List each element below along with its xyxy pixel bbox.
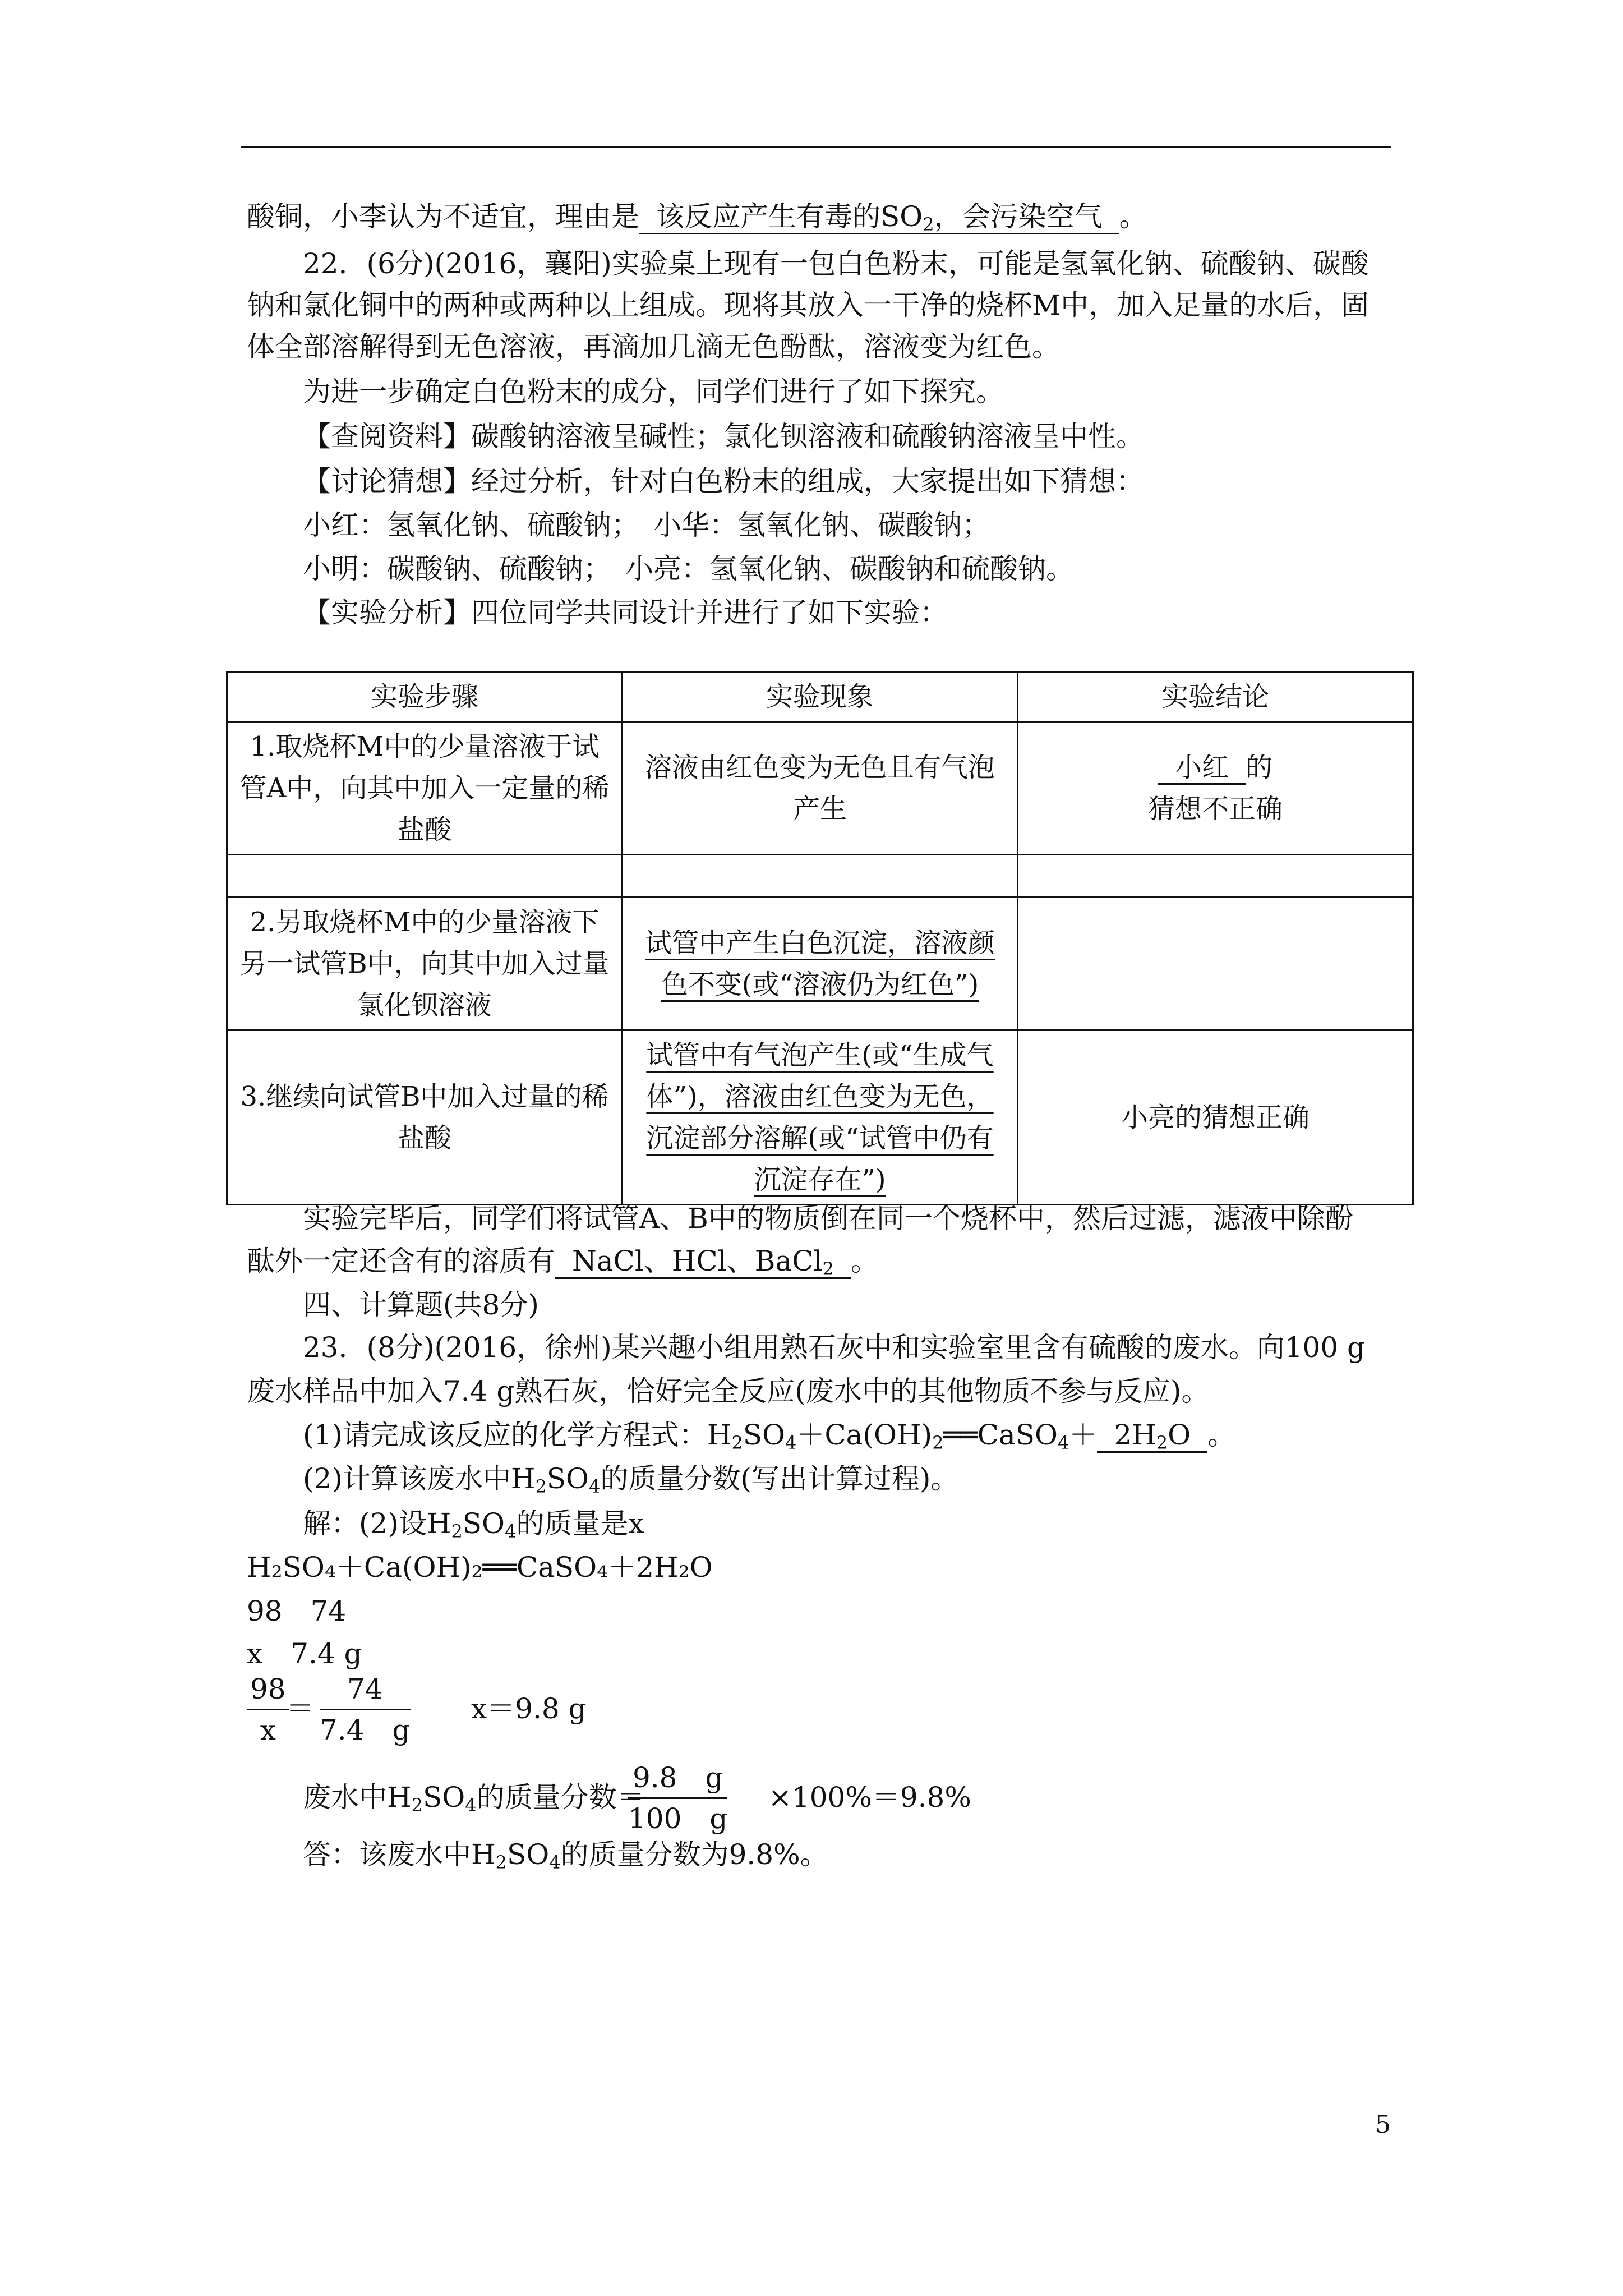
q22-line1: 22．(6分)(2016，襄阳)实验桌上现有一包白色粉末，可能是氢氧化钠、硫酸钠、碳酸 [303, 247, 1369, 280]
q22-line5: 【查阅资料】碳酸钠溶液呈碱性；氯化钡溶液和硫酸钠溶液呈中性。 [303, 420, 1144, 453]
fraction-74-7.4g: $\frac{74}{7.4 g}$ [320, 1669, 411, 1750]
header-phenomenon: 实验现象 [623, 672, 1018, 722]
answer-blank: $2H_2O$ [1097, 1419, 1207, 1453]
answer-blank: 试管中产生白色沉淀，溶液颜色不变(或“溶液仍为红色”) [644, 927, 995, 1000]
mass-fraction-line: 废水中$H_2SO_4$的质量分数＝ [303, 1781, 645, 1816]
table-row [227, 722, 1413, 855]
header-conclusion: 实验结论 [1018, 672, 1413, 722]
answer-blank: 试管中有气泡产生(或“生成气体”)，溶液由红色变为无色，沉淀部分溶解(或“试管中仍有沉淀存在”) [646, 1039, 994, 1195]
solution-molar-mass: 98 74 [247, 1595, 347, 1627]
conclusion-cell: 小亮的猜想正确 [1018, 1030, 1413, 1205]
q22-line8: 小明：碳酸钠、硫酸钠； 小亮：氢氧化钠、碳酸钠和硫酸钠。 [303, 553, 1074, 585]
solution-equation: H₂SO₄＋Ca(OH)₂══CaSO₄＋2H₂O [247, 1551, 713, 1584]
answer-blank: 小红 [1158, 752, 1246, 785]
top-line: 酸铜，小李认为不适宜，理由是 该反应产生有毒的$SO_2$，会污染空气 。 [247, 200, 1147, 235]
after-line1: 实验完毕后，同学们将试管A、B中的物质倒在同一个烧杯中，然后过滤，滤液中除酚 [303, 1202, 1353, 1235]
q22-line6: 【讨论猜想】经过分析，针对白色粉末的组成，大家提出如下猜想： [303, 465, 1144, 498]
table-header-row [227, 672, 1413, 722]
q23-line2: 废水样品中加入7.4 g熟石灰，恰好完全反应(废水中的其他物质不参与反应)。 [247, 1375, 1210, 1407]
q22-line7: 小红：氢氧化钠、硫酸钠； 小华：氢氧化钠、碳酸钠； [303, 509, 990, 541]
step-cell: 2.另取烧杯M中的少量溶液下另一试管B中，向其中加入过量氯化钡溶液 [227, 898, 623, 1030]
conclusion-cell [1018, 898, 1413, 1030]
answer-blank: NaCl、HCl、BaCl$_2$ [555, 1245, 851, 1279]
solution-line1: 解：(2)设$H_2SO_4$的质量是x [303, 1507, 644, 1542]
q23-line4: (2)计算该废水中$H_2SO_4$的质量分数(写出计算过程)。 [303, 1462, 959, 1497]
phenomenon-cell: 溶液由红色变为无色且有气泡产生 [623, 722, 1018, 855]
mass-fraction-result: ×100%＝9.8% [768, 1781, 971, 1814]
step-cell: 3.继续向试管B中加入过量的稀盐酸 [227, 1030, 623, 1205]
q23-line3: (1)请完成该反应的化学方程式：$H_2SO_4+Ca(OH)_2══CaSO_4+ 2H_2O$ 。 [303, 1419, 1236, 1453]
fraction-mass: $\frac{9.8 g}{100 g}$ [628, 1758, 727, 1838]
phenomenon-cell [623, 898, 1018, 1030]
equals-sign: ＝ [286, 1692, 314, 1725]
q22-line2: 钠和氯化铜中的两种或两种以上组成。现将其放入一干净的烧杯M中，加入足量的水后，固 [247, 289, 1370, 321]
table-row [227, 1030, 1413, 1205]
q22-line9: 【实验分析】四位同学共同设计并进行了如下实验： [303, 596, 948, 629]
header-rule [241, 146, 1391, 148]
section-title: 四、计算题(共8分) [303, 1289, 539, 1321]
solution-result: x＝9.8 g [471, 1692, 587, 1725]
fraction-98-x: $\frac{98}{x}$ [247, 1669, 289, 1750]
answer-blank: 该反应产生有毒的$SO_2$，会污染空气 [639, 200, 1119, 234]
phenomenon-cell [623, 1030, 1018, 1205]
after-line2: 酞外一定还含有的溶质有 NaCl、HCl、BaCl$_2$ 。 [247, 1245, 879, 1280]
q22-line3: 体全部溶解得到无色溶液，再滴加几滴无色酚酞，溶液变为红色。 [247, 330, 1060, 363]
answer-line: 答：该废水中$H_2SO_4$的质量分数为9.8%。 [303, 1838, 828, 1873]
conclusion-cell: 小红 的 猜想不正确 [1018, 722, 1413, 855]
q23-line1: 23．(8分)(2016，徐州)某兴趣小组用熟石灰中和实验室里含有硫酸的废水。向100 g [303, 1331, 1366, 1364]
table-row-empty [227, 855, 1413, 898]
solution-quantities: x 7.4 g [247, 1637, 362, 1670]
page-number: 5 [1375, 2110, 1391, 2139]
header-step: 实验步骤 [227, 672, 623, 722]
q22-line4: 为进一步确定白色粉末的成分，同学们进行了如下探究。 [303, 375, 1004, 408]
table-row [227, 898, 1413, 1030]
step-cell: 1.取烧杯M中的少量溶液于试管A中，向其中加入一定量的稀盐酸 [227, 722, 623, 855]
experiment-table [226, 671, 1414, 1205]
